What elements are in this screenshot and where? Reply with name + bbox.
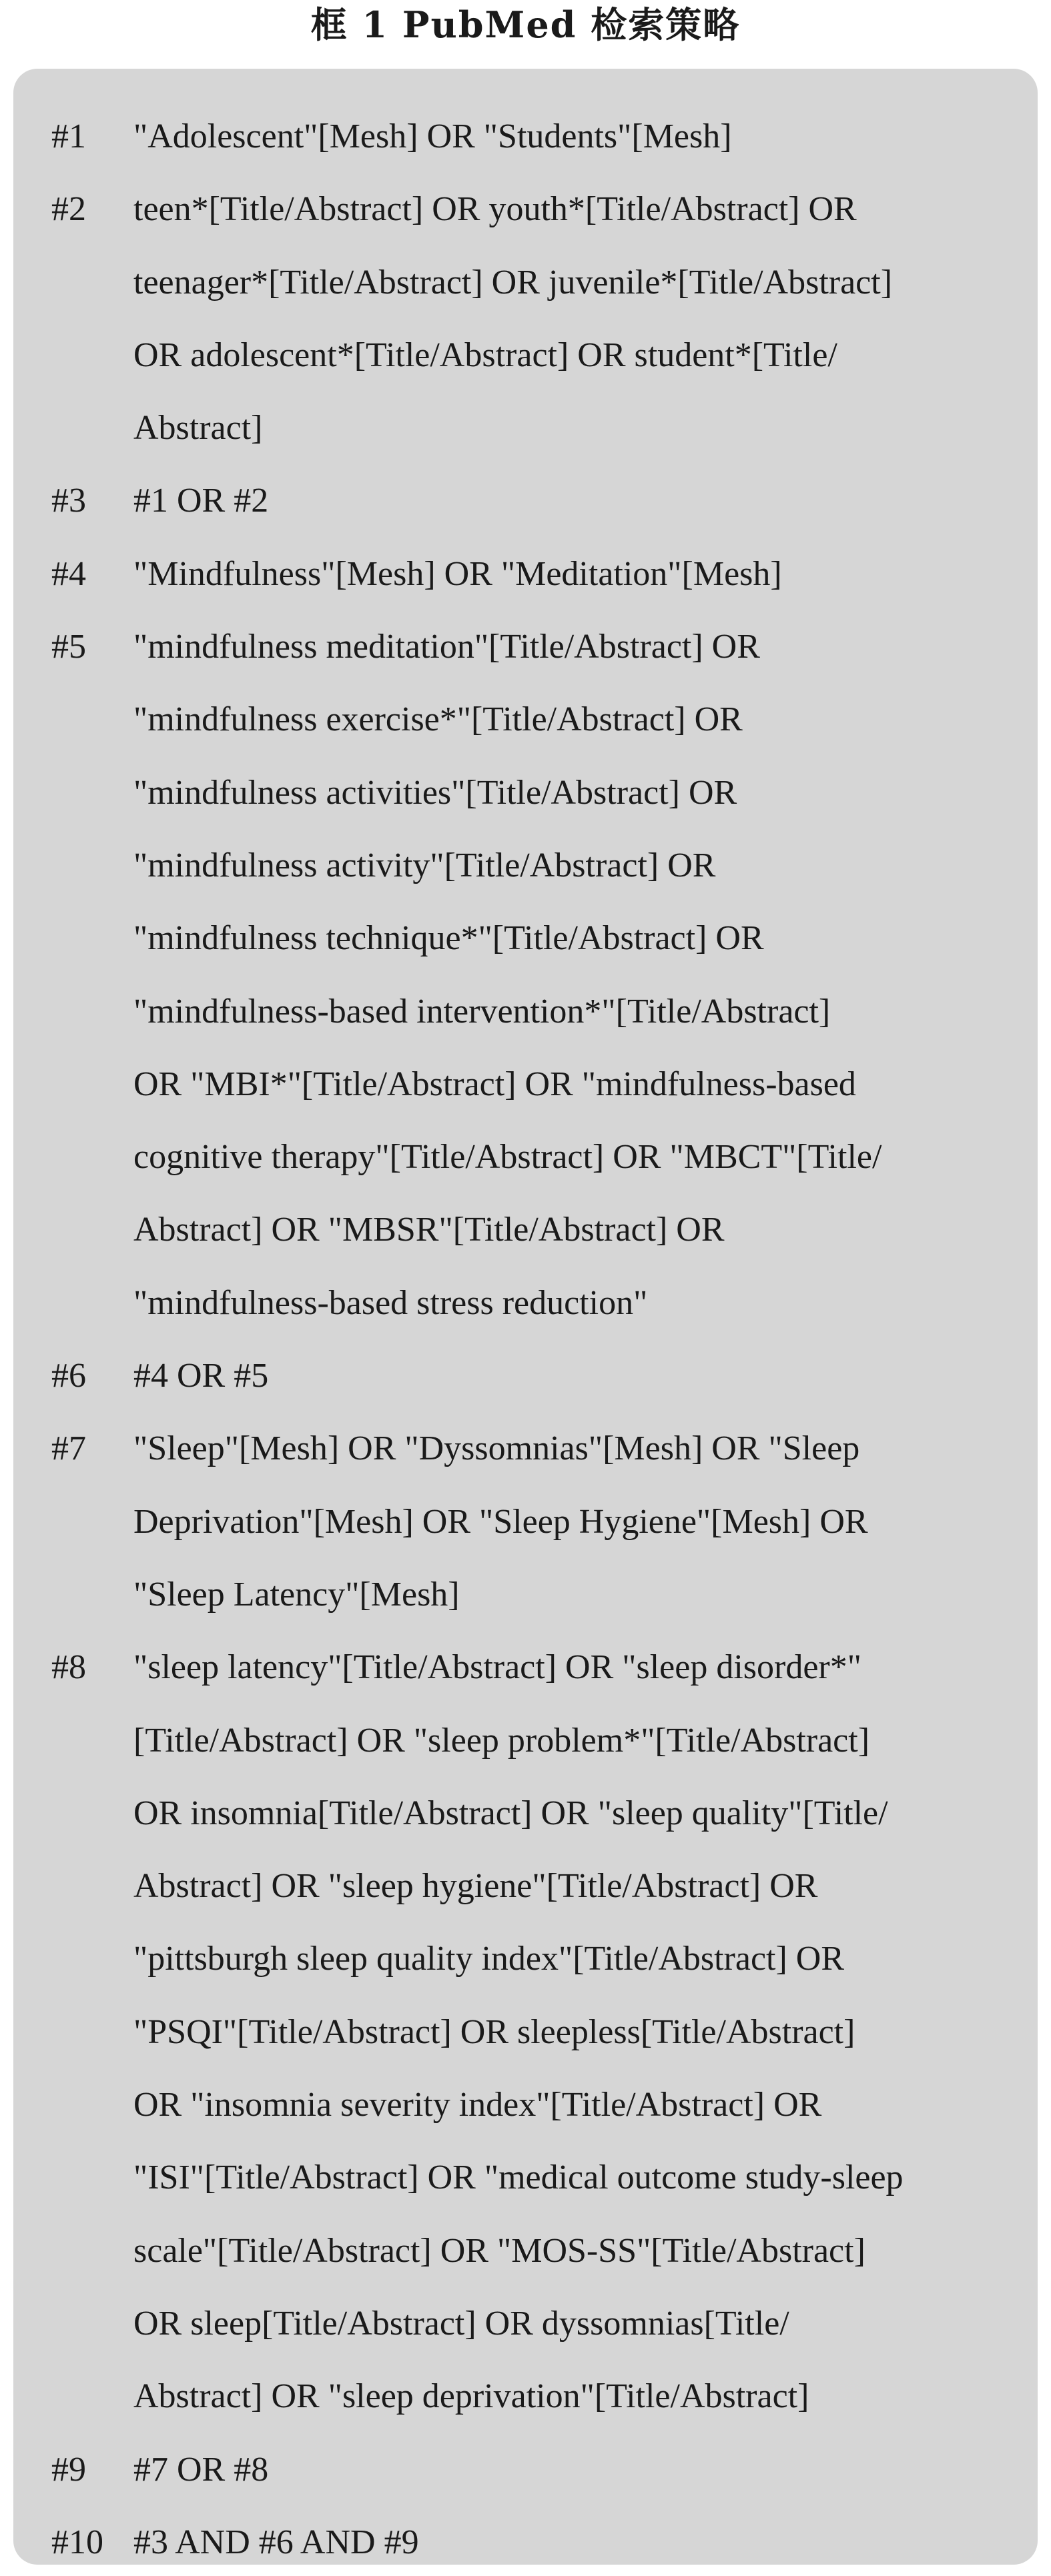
query-line: "mindfulness meditation"[Title/Abstract] OR (133, 628, 760, 666)
query-number: #7 (51, 1429, 86, 1468)
query-line: #3 AND #6 AND #9 (133, 2523, 419, 2561)
query-line: Deprivation"[Mesh] OR "Sleep Hygiene"[Mesh] OR (133, 1502, 868, 1541)
query-number: #8 (51, 1648, 86, 1687)
query-number: #1 (51, 117, 86, 155)
query-row (13, 1339, 1038, 1412)
box-title: 框 1 PubMed 检索策略 (310, 3, 741, 46)
query-line: #4 OR #5 (133, 1357, 269, 1395)
query-line: teenager*[Title/Abstract] OR juvenile*[Title/Abstract] (133, 263, 893, 301)
query-line: "pittsburgh sleep quality index"[Title/Abstract] OR (133, 1940, 845, 1978)
query-line: Abstract] OR "sleep deprivation"[Title/Abstract] (133, 2377, 809, 2416)
search-strategy-panel (13, 69, 1038, 2565)
query-line: OR "insomnia severity index"[Title/Abstract] OR (133, 2086, 822, 2124)
query-text (133, 1339, 1038, 1412)
query-line: OR "MBI*"[Title/Abstract] OR "mindfulness-based (133, 1065, 856, 1103)
query-row (13, 1412, 1038, 1631)
query-line: "sleep latency"[Title/Abstract] OR "sleep disorder*" (133, 1648, 861, 1687)
query-line: "Adolescent"[Mesh] OR "Students"[Mesh] (133, 117, 732, 155)
query-line: OR insomnia[Title/Abstract] OR "sleep quality"[Title/ (133, 1794, 888, 1832)
query-line: Abstract] (133, 409, 263, 448)
query-row (13, 173, 1038, 464)
query-line: Abstract] OR "MBSR"[Title/Abstract] OR (133, 1211, 725, 1249)
query-line: "Sleep"[Mesh] OR "Dyssomnias"[Mesh] OR "Sleep (133, 1429, 860, 1468)
query-line: "mindfulness-based stress reduction" (133, 1283, 648, 1322)
query-row (13, 610, 1038, 1339)
query-row (13, 1631, 1038, 2433)
query-row (13, 2506, 1038, 2576)
query-line: "mindfulness activities"[Title/Abstract] OR (133, 773, 737, 812)
query-line: #1 OR #2 (133, 482, 269, 520)
query-line: "Sleep Latency"[Mesh] (133, 1575, 460, 1614)
query-line: "Mindfulness"[Mesh] OR "Meditation"[Mesh] (133, 554, 782, 593)
query-line: scale"[Title/Abstract] OR "MOS-SS"[Title/Abstract] (133, 2231, 865, 2270)
query-text (133, 2506, 1038, 2576)
query-line: "mindfulness activity"[Title/Abstract] OR (133, 846, 716, 884)
query-row (13, 2433, 1038, 2506)
query-number: #6 (51, 1357, 86, 1395)
query-text (133, 173, 1038, 464)
query-text (133, 100, 1038, 173)
query-line: "mindfulness-based intervention*"[Title/Abstract] (133, 992, 831, 1031)
query-line: "mindfulness technique*"[Title/Abstract] OR (133, 919, 764, 958)
query-number: #10 (51, 2523, 103, 2561)
query-line: OR adolescent*[Title/Abstract] OR student*[Title/ (133, 336, 837, 374)
query-number: #9 (51, 2450, 86, 2489)
query-line: "ISI"[Title/Abstract] OR "medical outcome study-sleep (133, 2158, 904, 2197)
query-line: teen*[Title/Abstract] OR youth*[Title/Abstract] OR (133, 190, 857, 229)
query-row (13, 538, 1038, 610)
query-line: Abstract] OR "sleep hygiene"[Title/Abstract] OR (133, 1867, 818, 1906)
query-number: #3 (51, 482, 86, 520)
query-line: "PSQI"[Title/Abstract] OR sleepless[Title/Abstract] (133, 2012, 855, 2051)
query-line: #7 OR #8 (133, 2450, 269, 2489)
query-line: [Title/Abstract] OR "sleep problem*"[Title/Abstract] (133, 1721, 870, 1760)
query-text (133, 610, 1038, 1339)
query-text (133, 1631, 1038, 2433)
query-number: #2 (51, 190, 86, 229)
query-row (13, 464, 1038, 537)
query-number: #5 (51, 628, 86, 666)
query-line: cognitive therapy"[Title/Abstract] OR "MBCT"[Title/ (133, 1138, 882, 1177)
query-row (13, 100, 1038, 173)
query-text (133, 538, 1038, 610)
query-line: "mindfulness exercise*"[Title/Abstract] OR (133, 700, 743, 739)
query-number: #4 (51, 554, 86, 593)
query-text (133, 2433, 1038, 2506)
query-text (133, 464, 1038, 537)
query-text (133, 1412, 1038, 1631)
query-line: OR sleep[Title/Abstract] OR dyssomnias[Title/ (133, 2304, 789, 2343)
